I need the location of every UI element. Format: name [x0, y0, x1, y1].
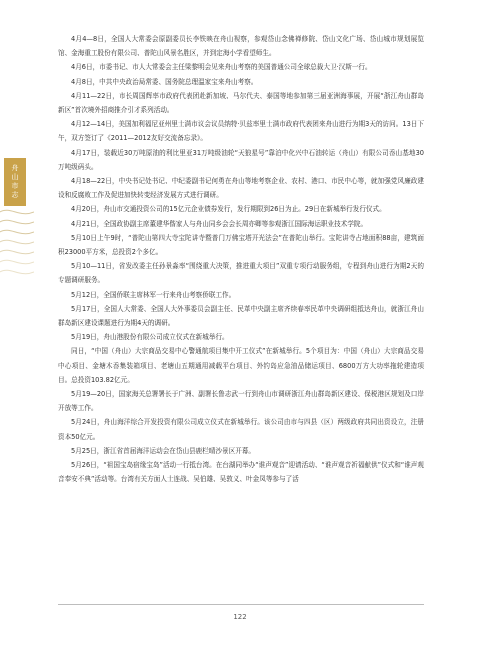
paragraph: 5月17日，全国人大常委、全国人大外事委员会副主任、民革中央副主席齐续春率民革中央调研组抵达舟山，就浙江舟山群岛新区建设课题进行为期4天的调研。	[58, 304, 424, 328]
paragraph: 5月25日，浙江省首届海洋运动会在岱山县鹿栏晴沙景区开幕。	[71, 446, 256, 455]
paragraph: 4月8日，中共中央政治局常委、国务院总理温家宝来舟山考察。	[71, 77, 258, 86]
paragraph: 5月10日上午9时，“普陀山第四大寺宝陀讲寺暨普门万佛宝塔开光法会”在普陀山举行。宝陀讲寺占地面积88亩，建筑面积23000平方米，总投资2个多亿。	[58, 233, 424, 257]
page-number: 122	[233, 613, 247, 621]
paragraph: 5月10—11日，省发改委主任孙景淼率“围绕重大决策，推进重大项目”双重专项行动服务组，专程到舟山进行为期2天的专题调研服务。	[58, 262, 424, 285]
paragraph: 4月20日，舟山市交通投资公司的15亿元企业债券发行，发行期限到26日为止。29日在新城举行发行仪式。	[71, 205, 386, 214]
paragraph: 4月11—22日，市长周国辉率市政府代表团赴新加坡、马尔代夫、泰国等地参加第三届亚洲海事展，开展“浙江舟山群岛新区”首次境外招商推介引才系列活动。	[58, 91, 424, 115]
paragraph: 4月4—8日，全国人大常委会原副委员长李铁映在舟山视察，参观岱山念佛禅修院、岱山文化广场、岱山城市规划展览馆、金海重工股份有限公司、普陀山风景名胜区，并到定海小学看望师生。	[58, 35, 424, 58]
wave-decoration	[0, 206, 34, 276]
paragraph: 5月24日，舟山海洋综合开发投资有限公司成立仪式在新城举行。该公司由市与四县（区）两级政府共同出资设立，注册资本50亿元。	[58, 418, 424, 441]
paragraph: 4月17日，装载近30万吨原油的利比里亚31万吨级油轮“天狼星号”靠泊中化兴中石油转运（舟山）有限公司岙山基地30万吨级码头。	[58, 148, 424, 171]
paragraph: 同日，“中国（舟山）大宗商品交易中心警通航项目集中开工仪式”在新城举行。5个项目为：中国（舟山）大宗商品交易中心项目、金塘木岙集装箱项目、老塘山五期通用减载平台项目、外钓岛应急油品储运项目、6800万方大功率拖轮建造项目。总投资103.82亿元。	[58, 347, 424, 384]
paragraph: 5月19—20日，国家海关总署署长于广洲、副署长鲁志武一行到舟山市调研浙江舟山群岛新区建设、保税港区规划及口岸开放等工作。	[58, 390, 424, 413]
side-tab: 舟山市志	[4, 158, 26, 206]
chronicle-body	[58, 32, 424, 487]
paragraph: 4月12—14日，美国加利福尼亚州里士满市议会议员纳特·贝兹率里士满市政府代表团来舟山进行为期3天的访问。13日下午，双方签订了《2011—2012友好交流备忘录》。	[58, 120, 424, 143]
paragraph: 5月12日，全国侨联主席林军一行来舟山考察侨联工作。	[71, 290, 236, 299]
paragraph: 5月19日，舟山港股份有限公司成立仪式在新城举行。	[71, 333, 229, 342]
paragraph: 4月18—22日，中央书记处书记、中纪委副书记何勇在舟山等地考察企业、农村、港口、市民中心等，就加强党风廉政建设和反腐败工作及促进加快转变经济发展方式进行调研。	[58, 177, 424, 200]
paragraph: 5月26日，“祖国宝岛宿缘宝岛”活动一行抵台湾。在台湖同举办“谁声观音”迎请活动、“谁声观音祈福献供”仪式和“谁声观音奉安不典”活动等。台湾有关方面人士连战、吴伯雄、吴敦义、叶金凤等参与了活	[58, 461, 424, 484]
paragraph: 4月21日，全国政协副主席董建华偕家人与舟山同乡会会长周亦卿等参观浙江国际海运职业技术学院。	[71, 219, 368, 228]
footer-divider	[58, 604, 424, 605]
paragraph: 4月6日，市委书记、市人大常委会主任梁黎明会见来舟山考察的美国普通公司全球总裁大卫·汉斯一行。	[71, 63, 372, 72]
